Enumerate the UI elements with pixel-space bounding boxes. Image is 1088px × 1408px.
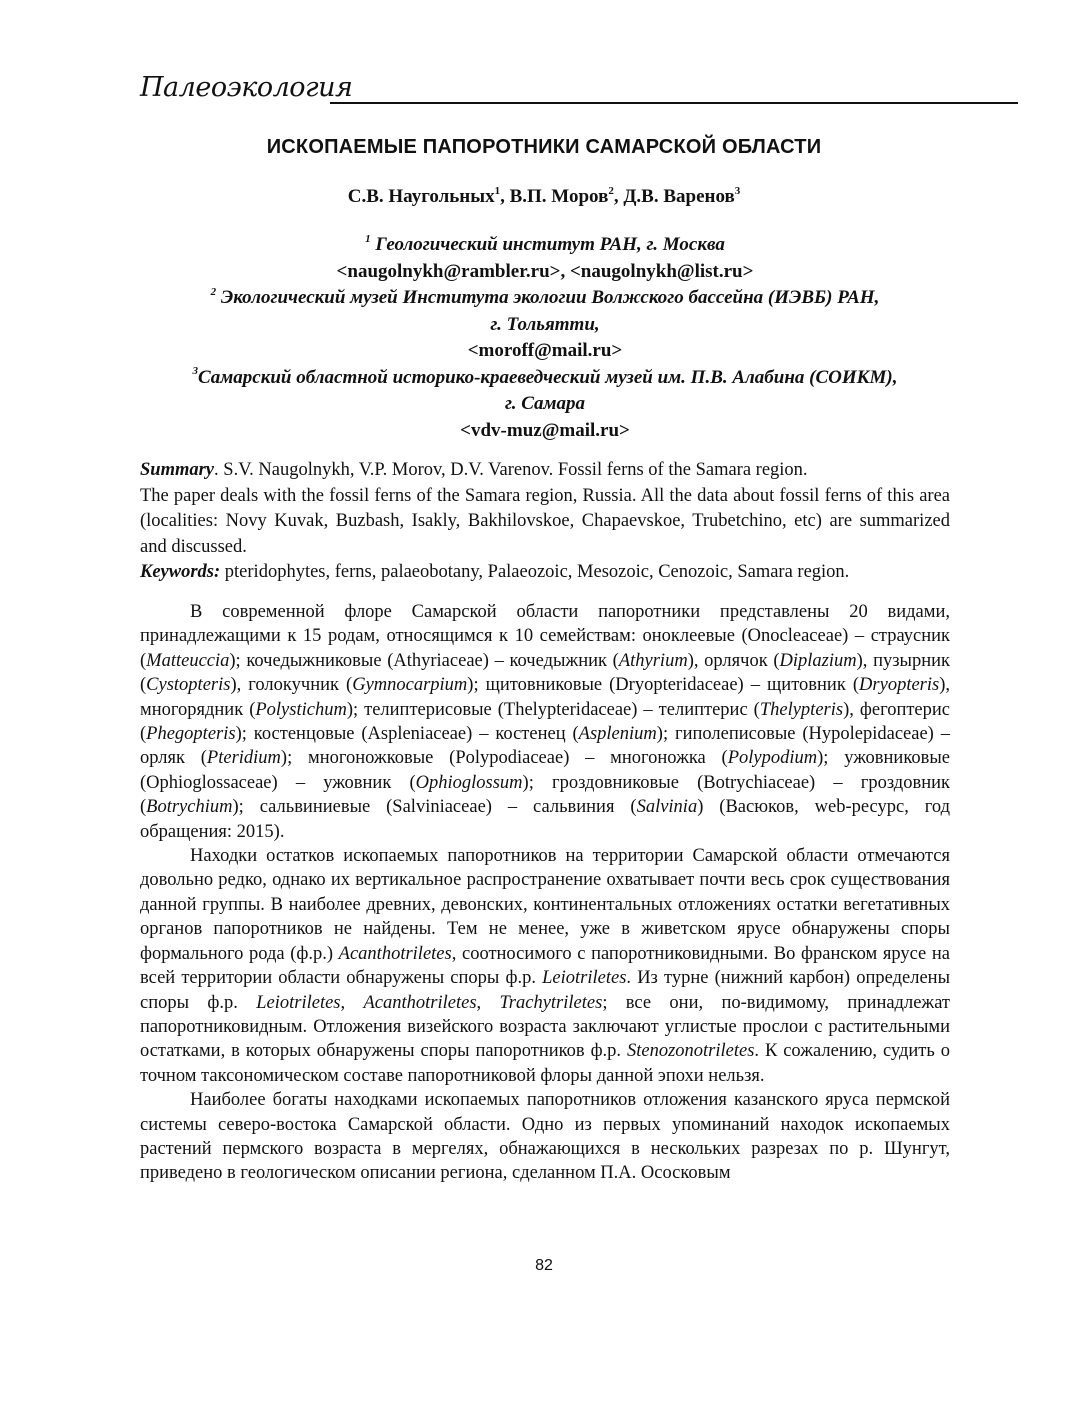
- taxon-name: Diplazium: [779, 650, 857, 671]
- summary-line: Summary. S.V. Naugolnykh, V.P. Morov, D.V. Varenov. Fossil ferns of the Samara region.: [140, 460, 808, 480]
- text-run: ), фегоптерис (: [140, 699, 950, 745]
- keywords-line: Keywords: pteridophytes, ferns, palaeobotany, Palaeozoic, Mesozoic, Cenozoic, Samara region.: [140, 562, 850, 582]
- text-run: ) (Васюков, web-ресурс, год обращения: 2015).: [140, 797, 951, 842]
- paragraph: [140, 844, 950, 1088]
- paragraph: [140, 600, 950, 844]
- text-run: ); телиптерисовые (Thelypteridaceae) – телиптерис (: [346, 699, 760, 720]
- taxon-name: Pteridium: [206, 748, 281, 769]
- taxon-name: Leiotriletes: [542, 968, 627, 989]
- affiliations: [140, 232, 950, 444]
- affiliation-1: $^1$ Геологический институт РАН, г. Москва: [365, 232, 725, 255]
- summary-text: The paper deals with the fossil ferns of the Samara region, Russia. All the data about fossil ferns of this area (localities: Novy Kuvak, Buzbash, Isakly, Bakhilovskoe, Chapaevskoe, Trubetchino, etc) are summarized and discussed.: [140, 485, 950, 557]
- text-run: Находки остатков ископаемых папоротников на территории Самарской области отмечаются довольно редко, однако их вертикальное распространение охватывает почти весь срок существования данной группы. В наиболее древних, девонских, континентальных отложениях остатки вегетативных органов папоротников не найдены. Тем не менее, уже в живетском ярусе обнаружены споры формального рода (ф.р.): [140, 846, 950, 964]
- text-run: ); многоножковые (Polypodiaceae) – многоножка (: [280, 748, 728, 769]
- affiliation-2: $^2$ Экологический музей Института экологии Волжского бассейна (ИЭВБ) РАН,: [210, 285, 880, 308]
- taxon-name: Phegopteris: [146, 724, 236, 745]
- text-run: , соотносимого с папоротниковидными. Во франском ярусе на всей территории области обнаружены споры ф.р.: [140, 943, 951, 989]
- text-run: ,: [340, 992, 364, 1013]
- text-run: Наиболее богаты находками ископаемых папоротников отложения казанского яруса пермской системы северо-востока Самарской области. Одно из первых упоминаний находок ископаемых растений пермского возраста в мергелях, обнажающихся в нескольких разрезах по р. Шунгут, приведено в геологическом описании региона, сделанном П.А. Ососковым: [140, 1090, 950, 1184]
- text-run: ); костенцовые (Aspleniaceae) – костенец (: [235, 724, 579, 745]
- taxon-name: Cystopteris: [146, 675, 231, 696]
- summary-block: [140, 458, 950, 586]
- affiliation-3-email: <vdv-muz@mail.ru>: [460, 419, 630, 441]
- keywords-label: Keywords:: [140, 562, 221, 582]
- running-header: [140, 72, 880, 108]
- taxon-name: Ophioglossum: [415, 772, 523, 793]
- affiliation-2-email: <moroff@mail.ru>: [467, 340, 623, 361]
- affiliation-2-city: г. Тольятти,: [490, 313, 600, 335]
- taxon-name: Dryopteris: [859, 675, 940, 696]
- text-run: . Из турне (нижний карбон) определены споры ф.р.: [140, 968, 951, 1013]
- text-run: ), многорядник (: [140, 675, 951, 720]
- taxon-name: Salvinia: [636, 797, 698, 818]
- taxon-name: Stenozonotriletes: [626, 1041, 755, 1062]
- affiliation-3: $^3$Самарский областной историко-краеведческий музей им. П.В. Алабина (СОИКМ),: [192, 365, 898, 388]
- taxon-name: Trachytriletes: [499, 992, 603, 1013]
- text-run: ,: [476, 992, 500, 1013]
- taxon-name: Athyrium: [618, 650, 688, 671]
- summary-label: Summary: [140, 460, 215, 480]
- text-run: . К сожалению, судить о точном таксономическом составе папоротниковой флоры данной эпохи нельзя.: [140, 1041, 950, 1086]
- section-title: Палеоэкология: [140, 72, 353, 103]
- header-rule: [330, 102, 1018, 104]
- text-run: ), пузырник (: [140, 650, 950, 696]
- text-run: ); гиполеписовые (Hypolepidaceae) – орляк (: [140, 724, 950, 769]
- text-run: ); щитовниковые (Dryopteridaceae) – щитовник (: [467, 675, 860, 696]
- taxon-name: Matteuccia: [146, 650, 230, 671]
- text-run: ); гроздовниковые (Botrychiaceae) – гроздовник (: [140, 772, 950, 818]
- text-run: ), голокучник (: [230, 675, 353, 696]
- text-run: ); сальвиниевые (Salviniaceae) – сальвиния (: [232, 797, 637, 818]
- article-title: ИСКОПАЕМЫЕ ПАПОРОТНИКИ САМАРСКОЙ ОБЛАСТИ: [266, 136, 822, 158]
- taxon-name: Acanthotriletes: [363, 992, 477, 1013]
- taxon-name: Acanthotriletes: [338, 943, 452, 964]
- author: С.В. Наугольных$^1$,: [347, 184, 510, 207]
- paragraph: [140, 1088, 950, 1186]
- taxon-name: Polypodium: [727, 748, 818, 769]
- author-list: [0, 186, 1088, 208]
- text-run: В современной флоре Самарской области папоротники представлены 20 видами, принадлежащими к 15 родам, относящимся к 10 семействам: оноклеевые (Onocleaceae) – страусник (: [140, 602, 950, 671]
- taxon-name: Thelypteris: [759, 699, 844, 720]
- taxon-name: Gymnocarpium: [352, 675, 468, 696]
- text-run: ; все они, по-видимому, принадлежат папоротниковидным. Отложения визейского возраста заключают углистые прослои с растительными остатками, в которых обнаружены споры папоротников ф.р.: [140, 992, 951, 1062]
- page-number: 82: [535, 1257, 553, 1274]
- body-text: [140, 600, 950, 1186]
- text-run: ); ужовниковые (Ophioglossaceae) – ужовник (: [140, 748, 950, 793]
- affiliation-3-city: г. Самара: [504, 393, 586, 414]
- taxon-name: Asplenium: [578, 724, 657, 745]
- taxon-name: Polystichum: [255, 699, 347, 720]
- author: Д.В. Варенов$^3$: [623, 184, 741, 207]
- text-run: ), орлячок (: [687, 650, 780, 671]
- taxon-name: Leiotriletes: [256, 992, 341, 1013]
- affiliation-1-email: <naugolnykh@rambler.ru>, <naugolnykh@list.ru>: [336, 260, 754, 282]
- author: В.П. Моров$^2$,: [509, 184, 624, 207]
- taxon-name: Botrychium: [146, 797, 233, 818]
- text-run: ); кочедыжниковые (Athyriaceae) – кочедыжник (: [229, 650, 619, 671]
